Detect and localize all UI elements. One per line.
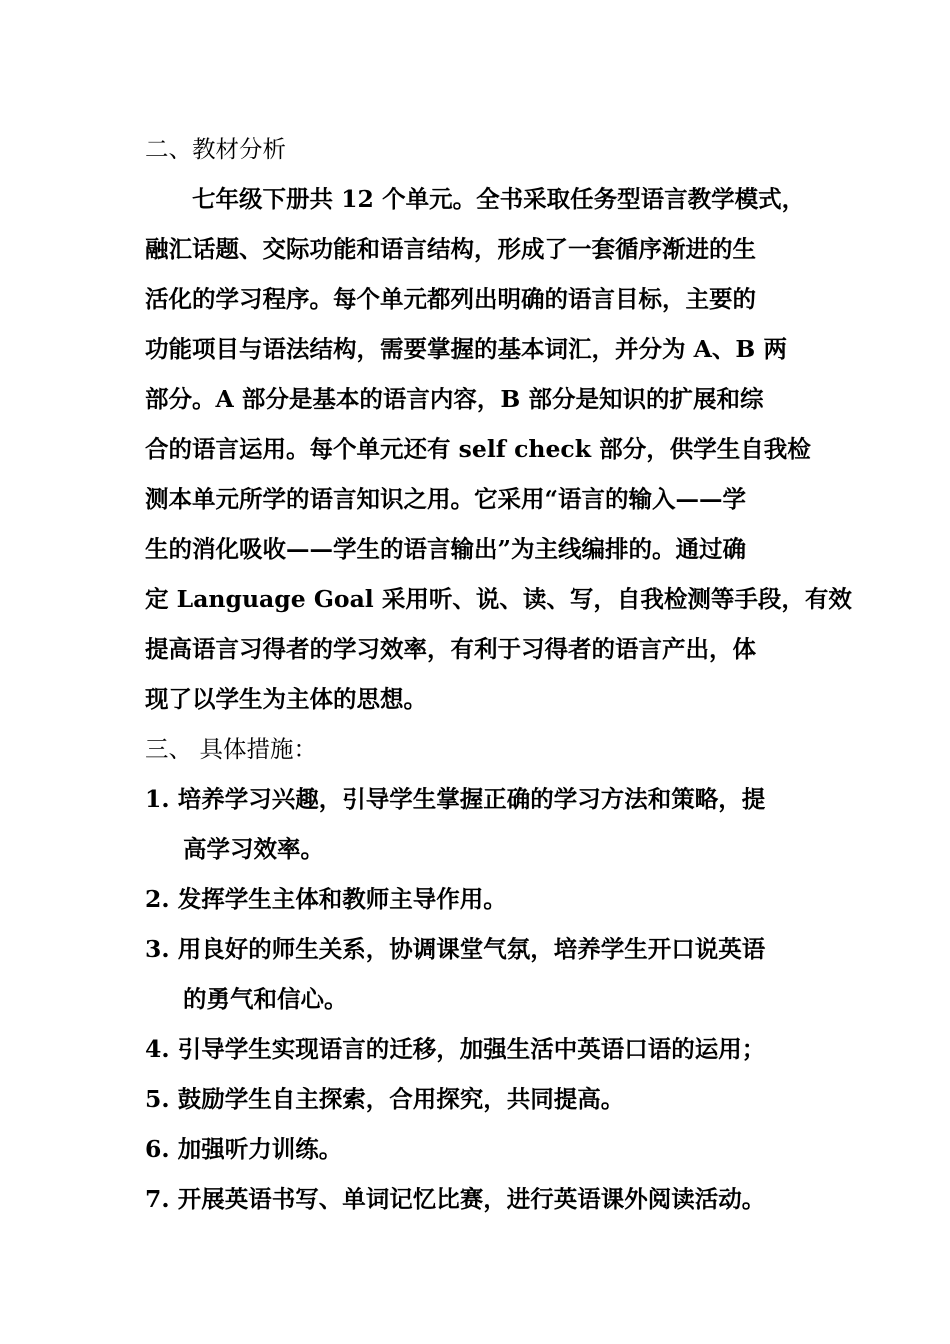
textbook-analysis-paragraph: [145, 174, 852, 724]
list-item-continuation: 高学习效率。: [183, 835, 324, 863]
paragraph-line: 七年级下册共 12 个单元。全书采取任务型语言教学模式，: [192, 185, 806, 213]
document-page: [145, 124, 852, 1224]
paragraph-line: 功能项目与语法结构，需要掌握的基本词汇，并分为 A、B 两: [145, 335, 787, 363]
paragraph-line: 测本单元所学的语言知识之用。它采用“语言的输入——学: [145, 485, 747, 513]
list-item-3: [145, 924, 817, 1024]
section-heading-textbook-analysis: 二、教材分析: [145, 135, 286, 163]
section-heading-measures: 三、 具体措施：: [145, 735, 317, 763]
list-item-text: 5. 鼓励学生自主探索，合用探究，共同提高。: [145, 1085, 625, 1113]
list-item-1: [145, 774, 817, 874]
paragraph-line: 现了以学生为主体的思想。: [145, 685, 427, 713]
list-item-text: 2. 发挥学生主体和教师主导作用。: [145, 885, 507, 913]
paragraph-line: 提高语言习得者的学习效率，有利于习得者的语言产出，体: [145, 635, 756, 663]
paragraph-line: 合的语言运用。每个单元还有 self check 部分，供学生自我检: [145, 435, 811, 463]
list-item-7: [145, 1174, 817, 1224]
list-item-2: [145, 874, 817, 924]
paragraph-line: 定 Language Goal 采用听、说、读、写，自我检测等手段，有效: [145, 585, 852, 613]
list-item-text: 7. 开展英语书写、单词记忆比赛，进行英语课外阅读活动。: [145, 1185, 766, 1213]
paragraph-line: 融汇话题、交际功能和语言结构，形成了一套循序渐进的生: [145, 235, 756, 263]
list-item-5: [145, 1074, 817, 1124]
paragraph-line: 生的消化吸收——学生的语言输出”为主线编排的。通过确: [145, 535, 747, 563]
list-item-6: [145, 1124, 817, 1174]
paragraph-line: 部分。A 部分是基本的语言内容，B 部分是知识的扩展和综: [145, 385, 764, 413]
list-item-text: 4. 引导学生实现语言的迁移，加强生活中英语口语的运用；: [145, 1035, 766, 1063]
list-item-text: 6. 加强听力训练。: [145, 1135, 343, 1163]
paragraph-line: 活化的学习程序。每个单元都列出明确的语言目标，主要的: [145, 285, 756, 313]
list-item-text: 1. 培养学习兴趣，引导学生掌握正确的学习方法和策略，提: [145, 785, 766, 813]
list-item-4: [145, 1024, 817, 1074]
list-item-text: 3. 用良好的师生关系，协调课堂气氛，培养学生开口说英语: [145, 935, 766, 963]
list-item-continuation: 的勇气和信心。: [183, 985, 348, 1013]
